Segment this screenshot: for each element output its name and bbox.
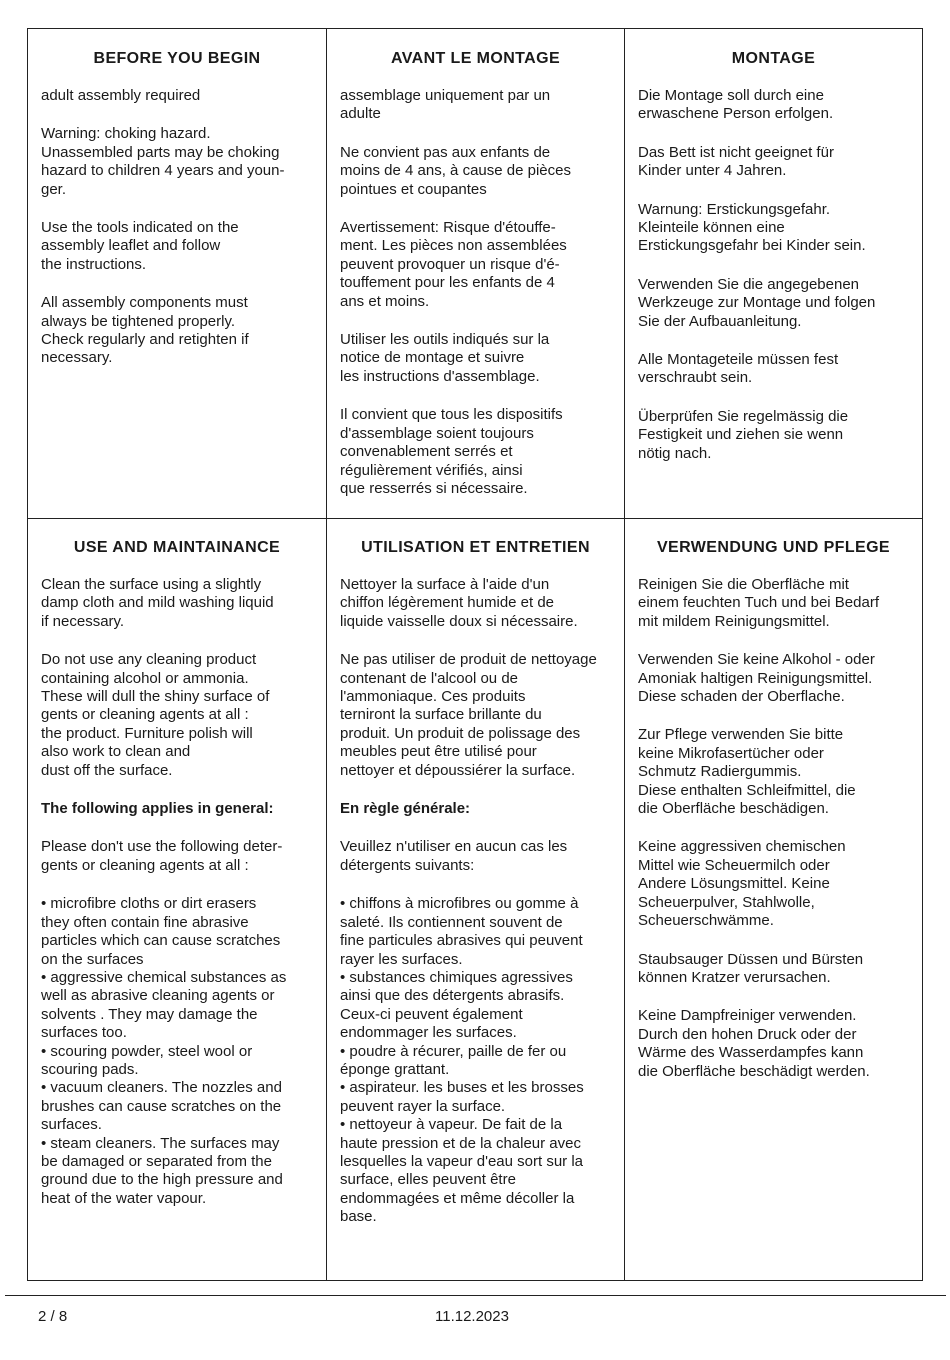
- section-utilisation-et-entretien: [327, 518, 625, 1280]
- section-title: USE AND MAINTAINANCE: [73, 539, 281, 556]
- bullet-list: • chiffons à microfibres ou gomme à saleté. Ils contiennent souvent de fine particules abrasives qui peuvent rayer les surfaces. • substances chimiques agressives ainsi que des détergents abrasifs. Ceux-ci peuvent également endommager les surfaces. • poudre à récurer, paille de fer ou éponge grattant. • aspirateur. les buses et les brosses peuvent rayer la surface. • nettoyeur à vapeur. De fait de la haute pression et de la chaleur avec lesquelles la vapeur d'eau sort sur la surface, elles peuvent être endommagées et même décoller la base.: [340, 895, 584, 1226]
- table-row-maintenance: [28, 518, 922, 1280]
- paragraph: Do not use any cleaning product containing alcohol or ammonia. These will dull the shiny surface of gents or cleaning agents at all : the product. Furniture polish will also work to clean and dust off the surface.: [41, 651, 270, 779]
- section-title: BEFORE YOU BEGIN: [93, 50, 261, 67]
- paragraph: Keine Dampfreiniger verwenden. Durch den hohen Druck oder der Wärme des Wasserdampfes kann die Oberfläche beschädigt werden.: [638, 1007, 870, 1080]
- section-title: AVANT LE MONTAGE: [390, 50, 561, 67]
- paragraph: Keine aggressiven chemischen Mittel wie Scheuermilch oder Andere Lösungsmittel. Keine Scheuerpulver, Stahlwolle, Scheuerschwämme.: [638, 838, 846, 930]
- section-before-you-begin: [28, 29, 327, 518]
- paragraph: Verwenden Sie keine Alkohol - oder Amoniak haltigen Reinigungsmittel. Diese schaden der Oberflache.: [638, 651, 875, 706]
- table-row-assembly: [28, 29, 922, 519]
- paragraph: Warning: choking hazard. Unassembled parts may be choking hazard to children 4 years and youn- ger.: [41, 125, 285, 198]
- section-title: VERWENDUNG UND PFLEGE: [656, 539, 890, 556]
- general-rule-heading: The following applies in general:: [41, 800, 274, 818]
- general-rule-heading: En règle générale:: [340, 800, 471, 818]
- paragraph: Use the tools indicated on the assembly leaflet and follow the instructions.: [41, 219, 239, 273]
- instruction-table: [27, 28, 923, 1281]
- paragraph: Avertissement: Risque d'étouffe- ment. Les pièces non assemblées peuvent provoquer un risque d'é- touffement pour les enfants de 4 ans et moins.: [340, 219, 567, 310]
- paragraph: Clean the surface using a slightly damp cloth and mild washing liquid if necessary.: [41, 576, 274, 630]
- bullet-list: • microfibre cloths or dirt erasers they often contain fine abrasive particles which can cause scratches on the surfaces • aggressive chemical substances as well as abrasive cleaning agents or solvents . They may damage the surfaces too. • scouring powder, steel wool or scouring pads. • vacuum cleaners. The nozzles and brushes can cause scratches on the surfaces. • steam cleaners. The surfaces may be damaged or separated from the ground due to the high pressure and heat of the water vapour.: [41, 895, 287, 1207]
- paragraph: assemblage uniquement par un adulte: [340, 87, 551, 123]
- paragraph: Il convient que tous les dispositifs d'assemblage soient toujours convenablement serrés et régulièrement vérifiés, ainsi que resserrés si nécessaire.: [340, 406, 563, 497]
- document-date: 11.12.2023: [435, 1308, 509, 1325]
- paragraph: All assembly components must always be tightened properly. Check regularly and retighten if necessary.: [41, 294, 249, 367]
- section-title: UTILISATION ET ENTRETIEN: [361, 539, 590, 556]
- paragraph: Reinigen Sie die Oberfläche mit einem feuchten Tuch und bei Bedarf mit mildem Reinigungsmittel.: [638, 576, 879, 630]
- paragraph: Nettoyer la surface à l'aide d'un chiffon légèrement humide et de liquide vaisselle doux si nécessaire.: [340, 576, 578, 630]
- section-verwendung-und-pflege: [625, 518, 922, 1280]
- section-use-and-maintainance: [28, 518, 327, 1280]
- section-title: MONTAGE: [731, 50, 816, 67]
- section-avant-le-montage: [327, 29, 625, 518]
- paragraph: Die Montage soll durch eine erwaschene Person erfolgen.: [638, 87, 834, 123]
- paragraph: Verwenden Sie die angegebenen Werkzeuge zur Montage und folgen Sie der Aufbauanleitung.: [638, 275, 876, 330]
- paragraph: Alle Montageteile müssen fest verschraubt sein.: [638, 351, 839, 387]
- section-montage: [625, 29, 922, 518]
- page-number: 2 / 8: [38, 1308, 68, 1325]
- footer-divider: [5, 1295, 946, 1296]
- paragraph: Staubsauger Düssen und Bürsten können Kratzer verursachen.: [638, 950, 864, 986]
- paragraph: Warnung: Erstickungsgefahr. Kleinteile können eine Erstickungsgefahr bei Kinder sein.: [638, 200, 866, 255]
- paragraph: Das Bett ist nicht geeignet für Kinder unter 4 Jahren.: [638, 143, 834, 180]
- paragraph: Ne convient pas aux enfants de moins de 4 ans, à cause de pièces pointues et coupantes: [340, 143, 571, 198]
- paragraph: adult assembly required: [41, 87, 201, 104]
- paragraph: Utiliser les outils indiqués sur la notice de montage et suivre les instructions d'assemblage.: [340, 331, 550, 385]
- paragraph: Zur Pflege verwenden Sie bitte keine Mikrofasertücher oder Schmutz Radiergummis. Diese enthalten Schleifmittel, die die Oberfläche beschädigen.: [638, 726, 856, 818]
- paragraph: Überprüfen Sie regelmässig die Festigkeit und ziehen sie wenn nötig nach.: [638, 407, 849, 462]
- paragraph: Please don't use the following deter- gents or cleaning agents at all :: [41, 838, 283, 874]
- paragraph: Ne pas utiliser de produit de nettoyage contenant de l'alcool ou de l'ammoniaque. Ces produits terniront la surface brillante du produit. Un produit de polissage des meubles peut être utilisé pour nettoyer et dépoussiérer la surface.: [340, 651, 597, 779]
- paragraph: Veuillez n'utiliser en aucun cas les détergents suivants:: [340, 838, 568, 874]
